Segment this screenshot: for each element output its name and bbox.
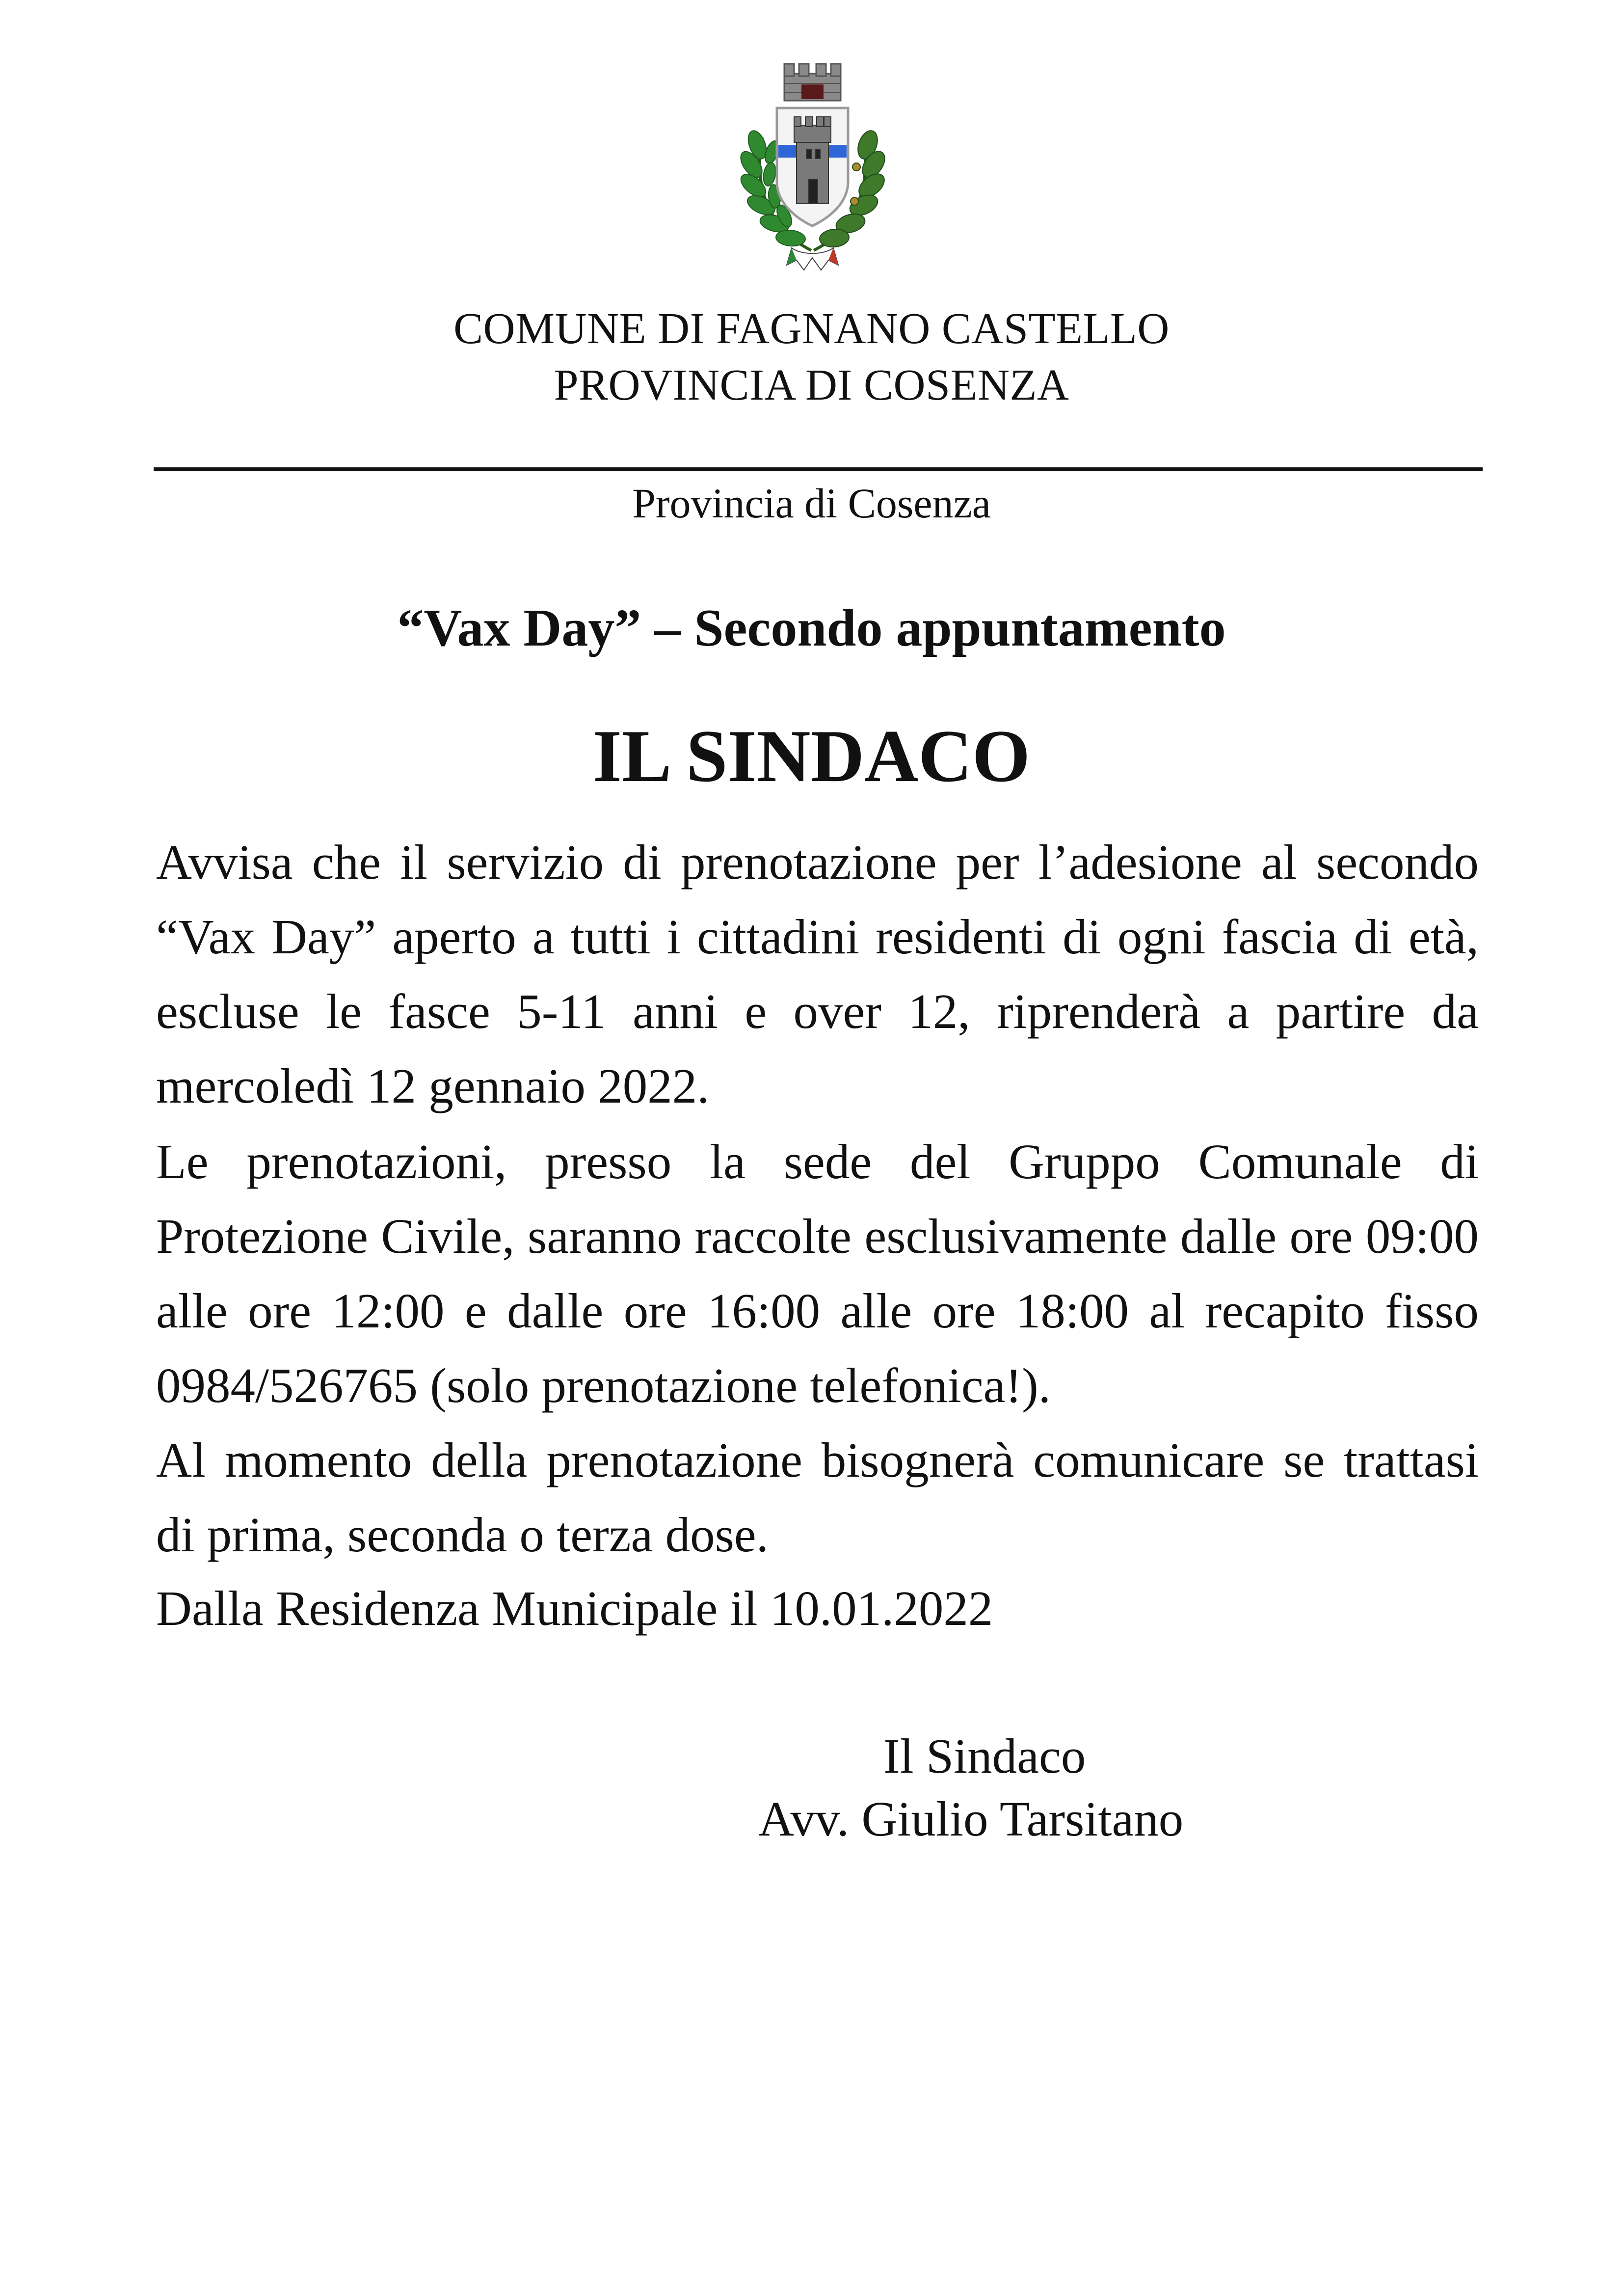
header-divider — [154, 467, 1483, 471]
municipal-coat-of-arms-icon — [728, 54, 897, 280]
notice-paragraph-1: Avvisa che il servizio di prenotazione per l’adesione al secondo “Vax Day” aperto a tutti i cittadini residenti di ogni fascia di età, escluse le fasce 5-11 anni e over 12, riprenderà a partire da mercoledì 12 gennaio 2022. — [156, 835, 1479, 1113]
comune-title: COMUNE DI FAGNANO CASTELLO — [453, 304, 1170, 353]
tower-icon — [794, 117, 831, 204]
shield-icon — [777, 108, 848, 226]
provincia-subline: Provincia di Cosenza — [632, 480, 991, 527]
crown-icon — [784, 64, 841, 101]
date-line: Dalla Residenza Municipale il 10.01.2022 — [156, 1581, 993, 1636]
ribbon-icon — [787, 248, 838, 270]
signature-name: Avv. Giulio Tarsitano — [758, 1791, 1184, 1846]
signature-role: Il Sindaco — [883, 1729, 1086, 1783]
event-title: “Vax Day” – Secondo appuntamento — [397, 599, 1226, 657]
provincia-title: PROVINCIA DI COSENZA — [554, 361, 1069, 409]
notice-paragraph-2: Le prenotazioni, presso la sede del Gruppo Comunale di Protezione Civile, saranno raccolte esclusivamente dalle ore 09:00 alle ore 12:00 e dalle ore 16:00 alle ore 18:00 al recapito fisso 0984/526765 (solo prenotazione telefonica!). — [156, 1134, 1479, 1413]
sindaco-heading: IL SINDACO — [592, 715, 1031, 797]
notice-paragraph-3: Al momento della prenotazione bisognerà comunicare se trattasi di prima, seconda o terza dose. — [156, 1432, 1479, 1562]
